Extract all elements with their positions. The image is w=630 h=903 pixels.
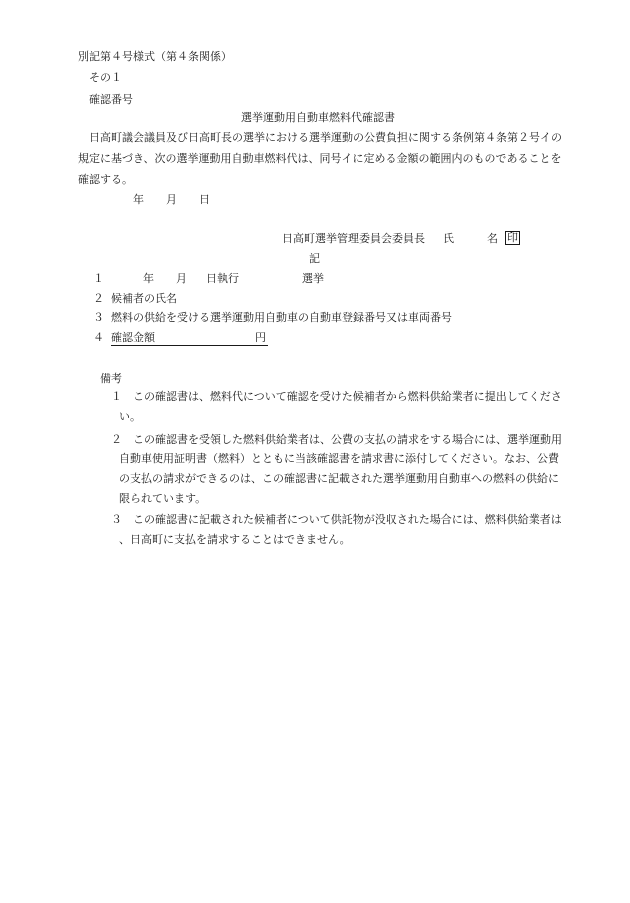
item-3-num: ３ bbox=[93, 311, 104, 324]
date-year: 年 bbox=[133, 193, 144, 206]
body-line-1: 日高町議会議員及び日高町長の選挙における選挙運動の公費負担に関する条例第４条第２号イの bbox=[89, 131, 562, 144]
remark-2-line-4: 限られています。 bbox=[119, 492, 207, 505]
body-line-3: 確認する。 bbox=[78, 173, 133, 186]
document-title: 選挙運動用自動車燃料代確認書 bbox=[241, 111, 395, 124]
form-label: 別記第４号様式（第４条関係） bbox=[78, 50, 232, 63]
remark-2-line-3: の支払の請求ができるのは、この確認書に記載された選挙運動用自動車への燃料の供給に bbox=[119, 472, 559, 485]
item-1-month: 月 bbox=[176, 272, 187, 285]
item-4-num: ４ bbox=[93, 331, 104, 344]
ki-label: 記 bbox=[309, 252, 320, 265]
date-month: 月 bbox=[166, 193, 177, 206]
amount-label: 確認金額 bbox=[111, 331, 155, 344]
item-1-senkyo: 選挙 bbox=[302, 272, 324, 285]
confirmation-number-label: 確認番号 bbox=[89, 93, 133, 106]
body-line-2: 規定に基づき、次の選挙運動用自動車燃料代は、同号イに定める金額の範囲内のものであることを bbox=[78, 152, 562, 165]
signer-title: 日高町選挙管理委員会委員長 bbox=[282, 232, 425, 245]
remark-1-line-1: この確認書は、燃料代について確認を受けた候補者から燃料供給業者に提出してくださ bbox=[133, 390, 562, 403]
remark-2-line-2: 自動車使用証明書（燃料）とともに当該確認書を請求書に添付してください。なお、公費 bbox=[119, 452, 559, 465]
remark-1-line-2: い。 bbox=[119, 410, 141, 423]
item-2-num: ２ bbox=[93, 292, 104, 305]
remark-3-line-1: この確認書に記載された候補者について供託物が没収された場合には、燃料供給業者は bbox=[133, 513, 562, 526]
remarks-heading: 備考 bbox=[100, 372, 122, 385]
amount-field bbox=[111, 331, 268, 346]
date-day: 日 bbox=[199, 193, 210, 206]
signer-shi: 氏 bbox=[443, 232, 454, 245]
item-3-text: 燃料の供給を受ける選挙運動用自動車の自動車登録番号又は車両番号 bbox=[111, 311, 452, 324]
remark-3-num: ３ bbox=[111, 513, 122, 526]
remark-1-num: １ bbox=[111, 390, 122, 403]
remark-3-line-2: 、日高町に支払を請求することはできません。 bbox=[119, 533, 351, 546]
item-1-num: １ bbox=[93, 272, 104, 285]
seal-mark: 印 bbox=[507, 231, 518, 244]
remark-2-line-1: この確認書を受領した燃料供給業者は、公費の支払の請求をする場合には、選挙運動用 bbox=[133, 433, 562, 446]
amount-unit: 円 bbox=[255, 331, 266, 344]
item-2-text: 候補者の氏名 bbox=[111, 292, 177, 305]
signer-mei: 名 bbox=[487, 232, 498, 245]
sono-label: その１ bbox=[89, 71, 122, 84]
remark-2-num: ２ bbox=[111, 433, 122, 446]
item-1-year: 年 bbox=[143, 272, 154, 285]
item-1-day-exec: 日執行 bbox=[206, 272, 239, 285]
